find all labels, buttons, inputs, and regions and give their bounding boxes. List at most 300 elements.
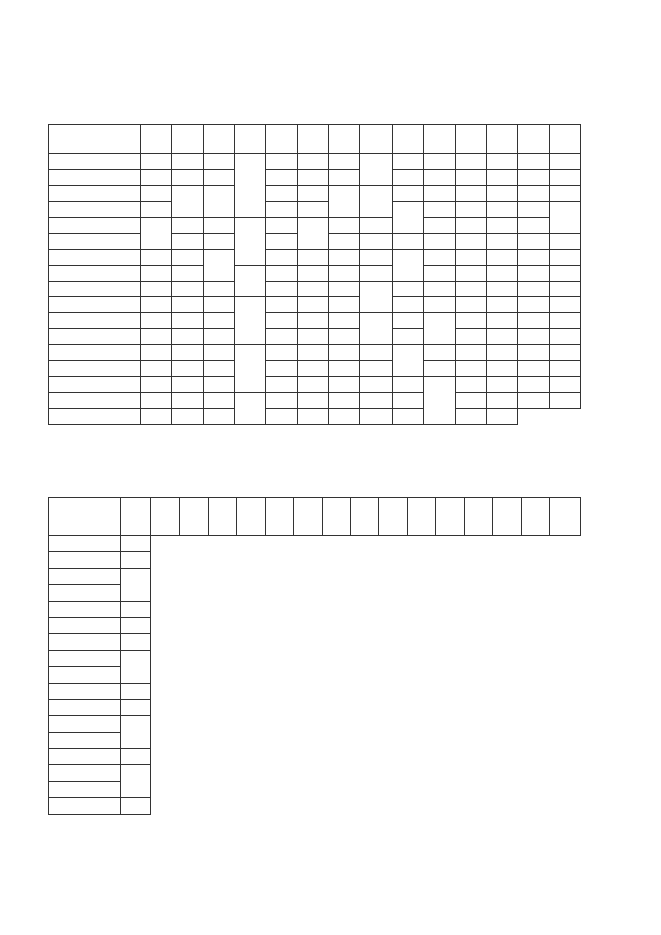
designation-cell — [49, 313, 141, 329]
table-b50-part1 — [48, 124, 581, 425]
designation-cell — [49, 617, 121, 633]
cell-h3 — [549, 361, 580, 377]
cell-b — [328, 313, 359, 329]
table-row — [49, 536, 581, 552]
cell-h3 — [549, 233, 580, 249]
cell-D — [172, 377, 203, 393]
designation-cell — [49, 169, 141, 185]
cell-h3 — [549, 154, 580, 170]
cell-hh — [455, 345, 486, 361]
designation-cell — [49, 536, 121, 552]
cell-b — [328, 154, 359, 170]
designation-cell — [49, 281, 141, 297]
cell-d — [203, 313, 234, 329]
cell-l — [121, 634, 150, 650]
cell-b — [328, 185, 359, 217]
cell-b1 — [360, 233, 392, 249]
col-b1 — [360, 125, 392, 154]
cell-d1 — [234, 345, 265, 393]
col-d — [203, 125, 234, 154]
cell-d — [203, 249, 234, 281]
col-designation — [49, 125, 141, 154]
cell-h1 — [486, 329, 517, 345]
designation-cell — [49, 601, 121, 617]
table-row — [49, 201, 581, 217]
cell-d — [203, 217, 234, 233]
cell-L — [266, 361, 297, 377]
cell-b2 — [392, 201, 423, 233]
cell-d — [203, 154, 234, 170]
cell-b1 — [360, 217, 392, 233]
designation-cell — [49, 683, 121, 699]
cell-e — [424, 297, 455, 313]
col-r7 — [464, 498, 492, 536]
table-row — [49, 249, 581, 265]
cell-b — [328, 169, 359, 185]
cell-h2 — [518, 169, 549, 185]
cell-D — [172, 233, 203, 249]
cell-b2 — [392, 169, 423, 185]
cell-B — [297, 377, 328, 393]
col-d1 — [234, 125, 265, 154]
cell-h3 — [549, 297, 580, 313]
cell-d — [203, 297, 234, 313]
cell-L — [266, 217, 297, 233]
cell-h1 — [486, 393, 517, 409]
cell-e — [424, 249, 455, 265]
cell-B — [297, 201, 328, 217]
cell-d — [203, 185, 234, 217]
cell-h2 — [518, 297, 549, 313]
cell-h2 — [518, 154, 549, 170]
cell-hh — [455, 217, 486, 233]
cell-hh — [455, 249, 486, 265]
cell-d — [203, 377, 234, 393]
cell-L — [266, 249, 297, 265]
cell-h2 — [518, 361, 549, 377]
col-B — [297, 125, 328, 154]
cell-h1 — [486, 377, 517, 393]
col-mass — [550, 498, 581, 536]
col-r — [265, 498, 293, 536]
cell-l — [121, 699, 150, 715]
cell-L — [266, 169, 297, 185]
cell-e — [424, 265, 455, 281]
col-r1 — [294, 498, 322, 536]
cell-L — [266, 393, 297, 409]
cell-d — [203, 233, 234, 249]
designation-cell — [49, 765, 121, 781]
cell-L — [266, 265, 297, 281]
cell-s — [140, 201, 171, 217]
cell-d — [203, 393, 234, 409]
table-row — [49, 765, 581, 781]
cell-B — [297, 249, 328, 265]
designation-cell — [49, 345, 141, 361]
cell-s — [140, 265, 171, 281]
cell-hh — [455, 313, 486, 329]
cell-h1 — [486, 154, 517, 170]
cell-B — [297, 297, 328, 313]
designation-cell — [49, 329, 141, 345]
cell-h3 — [549, 377, 580, 393]
col-L — [266, 125, 297, 154]
cell-B — [297, 265, 328, 281]
cell-l — [121, 749, 150, 765]
cell-D — [172, 393, 203, 409]
col-h3 — [549, 125, 580, 154]
cell-hh — [455, 201, 486, 217]
cell-D — [172, 281, 203, 297]
cell-e — [424, 233, 455, 249]
cell-b2 — [392, 297, 423, 313]
cell-L — [266, 201, 297, 217]
cell-h1 — [486, 297, 517, 313]
cell-B — [297, 313, 328, 329]
cell-b — [328, 217, 359, 233]
table-row — [49, 568, 581, 584]
cell-d — [203, 329, 234, 345]
cell-b1 — [360, 313, 392, 345]
table-row — [49, 169, 581, 185]
table-row — [49, 409, 581, 425]
cell-D — [172, 313, 203, 329]
table-row — [49, 297, 581, 313]
cell-s — [140, 297, 171, 313]
table-row — [49, 361, 581, 377]
cell-h1 — [486, 201, 517, 217]
cell-h2 — [518, 185, 549, 201]
cell-B — [297, 393, 328, 409]
designation-cell — [49, 699, 121, 715]
cell-b2 — [392, 185, 423, 201]
table-row — [49, 617, 581, 633]
cell-b1 — [360, 377, 392, 393]
col-h — [455, 125, 486, 154]
cell-L — [203, 409, 234, 425]
designation-cell — [49, 185, 141, 201]
cell-b1 — [360, 281, 392, 313]
cell-b — [328, 393, 359, 409]
cell-h2 — [518, 345, 549, 361]
cell-h3 — [549, 345, 580, 361]
cell-d — [203, 281, 234, 297]
cell-b1 — [360, 265, 392, 281]
cell-h1 — [486, 265, 517, 281]
cell-b2 — [328, 409, 359, 425]
cell-l — [121, 798, 150, 814]
cell-s — [140, 329, 171, 345]
cell-b2 — [392, 281, 423, 297]
col-l — [121, 498, 150, 536]
designation-cell — [49, 749, 121, 765]
cell-s — [140, 281, 171, 297]
cell-b — [328, 329, 359, 345]
col-r3 — [351, 498, 379, 536]
cell-h2 — [518, 249, 549, 265]
cell-l — [121, 536, 150, 552]
cell-b — [328, 297, 359, 313]
col-h2 — [518, 125, 549, 154]
cell-hh — [455, 154, 486, 170]
cell-L — [266, 313, 297, 329]
designation-cell — [49, 650, 121, 666]
cell-h3 — [549, 265, 580, 281]
cell-e — [424, 217, 455, 233]
cell-s — [140, 345, 171, 361]
table-row — [49, 154, 581, 170]
cell-d1 — [234, 265, 265, 297]
cell-b — [328, 249, 359, 265]
table-row — [49, 217, 581, 233]
cell-D — [172, 297, 203, 313]
table-row — [49, 650, 581, 666]
col-e — [424, 125, 455, 154]
cell-h3 — [549, 281, 580, 297]
designation-cell — [49, 377, 141, 393]
table-row — [49, 683, 581, 699]
cell-h1 — [486, 281, 517, 297]
cell-h2 — [518, 233, 549, 249]
cell-h3 — [549, 249, 580, 265]
cell-h2 — [518, 313, 549, 329]
cell-hh — [455, 265, 486, 281]
cell-hh — [360, 409, 392, 425]
table-row — [49, 329, 581, 345]
designation-cell — [49, 297, 141, 313]
col-r4 — [379, 498, 407, 536]
col-designation-2 — [49, 498, 121, 536]
cell-b — [328, 361, 359, 377]
cell-hh — [455, 329, 486, 345]
cell-D — [172, 361, 203, 377]
col-b — [328, 125, 359, 154]
cell-d — [203, 169, 234, 185]
cell-B — [297, 281, 328, 297]
cell-l — [121, 617, 150, 633]
cell-D — [172, 329, 203, 345]
designation-cell — [49, 781, 121, 797]
table-row — [49, 393, 581, 409]
cell-h3 — [549, 313, 580, 329]
cell-hh — [455, 169, 486, 185]
cell-h3 — [549, 329, 580, 345]
cell-d — [203, 345, 234, 361]
cell-B — [297, 154, 328, 170]
cell-e — [424, 154, 455, 170]
cell-s — [140, 217, 171, 249]
col-r8 — [493, 498, 521, 536]
cell-D — [172, 185, 203, 217]
cell-b — [328, 377, 359, 393]
designation-cell — [49, 732, 121, 748]
designation-cell — [49, 716, 121, 732]
cell-s — [140, 185, 171, 201]
cell-L — [266, 281, 297, 297]
cell-h1 — [486, 361, 517, 377]
cell-hh — [455, 393, 486, 409]
table-row — [49, 699, 581, 715]
cell-L — [266, 345, 297, 361]
col-l3 — [208, 498, 236, 536]
cell-l — [121, 552, 150, 568]
cell-h1 — [486, 249, 517, 265]
cell-l — [121, 601, 150, 617]
table-row — [49, 281, 581, 297]
designation-cell — [49, 217, 141, 233]
cell-D — [172, 345, 203, 361]
cell-b2 — [392, 377, 423, 393]
col-l2 — [180, 498, 208, 536]
designation-cell — [49, 634, 121, 650]
table-row — [49, 345, 581, 361]
cell-s — [140, 361, 171, 377]
cell-B — [297, 361, 328, 377]
cell-b2 — [392, 233, 423, 249]
cell-e — [424, 281, 455, 297]
table-row — [49, 377, 581, 393]
cell-L — [266, 154, 297, 170]
cell-h2 — [518, 265, 549, 281]
cell-B — [297, 345, 328, 361]
cell-s — [140, 393, 171, 409]
table-row — [49, 552, 581, 568]
col-r9 — [521, 498, 549, 536]
cell-h1 — [486, 169, 517, 185]
designation-cell — [49, 667, 121, 683]
cell-b — [328, 265, 359, 281]
col-D — [172, 125, 203, 154]
cell-B — [297, 185, 328, 201]
designation-cell — [49, 393, 141, 409]
cell-L — [266, 233, 297, 249]
cell-b1 — [360, 361, 392, 377]
cell-D — [172, 409, 203, 425]
cell-l — [121, 683, 150, 699]
cell-L — [266, 185, 297, 201]
cell-b2 — [392, 249, 423, 281]
table-row — [49, 313, 581, 329]
cell-b1 — [360, 393, 392, 409]
cell-s — [140, 409, 171, 425]
table-row — [49, 798, 581, 814]
cell-d — [203, 361, 234, 377]
cell-L — [266, 377, 297, 393]
cell-h3 — [486, 409, 517, 425]
cell-h1 — [392, 409, 423, 425]
cell-h1 — [486, 345, 517, 361]
cell-h1 — [486, 185, 517, 201]
cell-b1 — [297, 409, 328, 425]
cell-hh — [455, 377, 486, 393]
cell-L — [266, 329, 297, 345]
cell-D — [172, 169, 203, 185]
designation-cell — [49, 233, 141, 249]
cell-b2 — [392, 345, 423, 377]
cell-b2 — [392, 154, 423, 170]
cell-d1 — [234, 393, 265, 425]
cell-d1 — [234, 217, 265, 265]
table-row — [49, 716, 581, 732]
cell-e — [424, 361, 455, 377]
designation-cell — [49, 798, 121, 814]
cell-s — [140, 154, 171, 170]
designation-cell — [49, 552, 121, 568]
table-b50-part2 — [48, 497, 581, 815]
cell-B — [297, 329, 328, 345]
cell-hh — [455, 281, 486, 297]
cell-b1 — [360, 249, 392, 265]
cell-d1 — [234, 154, 265, 218]
designation-cell — [49, 265, 141, 281]
cell-e — [424, 313, 455, 345]
cell-B — [266, 409, 297, 425]
designation-cell — [49, 201, 141, 217]
designation-cell — [49, 585, 121, 601]
table2-header — [49, 498, 581, 536]
designation-cell — [49, 568, 121, 584]
cell-B — [297, 169, 328, 185]
col-r6 — [436, 498, 464, 536]
cell-b2 — [392, 393, 423, 409]
cell-L — [266, 297, 297, 313]
table-row — [49, 601, 581, 617]
cell-e — [424, 169, 455, 185]
cell-hh — [455, 185, 486, 201]
table-row — [49, 265, 581, 281]
cell-D — [172, 265, 203, 281]
cell-B — [297, 217, 328, 249]
cell-b1 — [360, 185, 392, 217]
cell-s — [140, 377, 171, 393]
cell-D — [172, 217, 203, 233]
cell-h2 — [455, 409, 486, 425]
cell-b2 — [392, 329, 423, 345]
cell-h2 — [518, 201, 549, 217]
cell-e — [424, 185, 455, 201]
cell-h1 — [486, 233, 517, 249]
col-r5 — [407, 498, 435, 536]
cell-h1 — [486, 313, 517, 329]
cell-e — [424, 345, 455, 361]
cell-b1 — [360, 345, 392, 361]
cell-b — [328, 345, 359, 361]
cell-h3 — [549, 185, 580, 201]
cell-s — [140, 169, 171, 185]
cell-h2 — [518, 377, 549, 393]
table-row — [49, 749, 581, 765]
cell-d1 — [234, 297, 265, 345]
cell-h2 — [518, 217, 549, 233]
col-l4 — [237, 498, 265, 536]
col-l1 — [150, 498, 179, 536]
cell-l — [121, 650, 150, 683]
cell-h2 — [518, 329, 549, 345]
cell-hh — [455, 297, 486, 313]
designation-cell — [49, 249, 141, 265]
col-r2 — [322, 498, 350, 536]
cell-b1 — [360, 154, 392, 186]
cell-e — [424, 201, 455, 217]
col-b2 — [392, 125, 423, 154]
cell-l — [121, 765, 150, 798]
cell-h2 — [518, 281, 549, 297]
table-row — [49, 634, 581, 650]
col-h1 — [486, 125, 517, 154]
cell-D — [172, 154, 203, 170]
cell-s — [140, 249, 171, 265]
cell-D — [172, 249, 203, 265]
